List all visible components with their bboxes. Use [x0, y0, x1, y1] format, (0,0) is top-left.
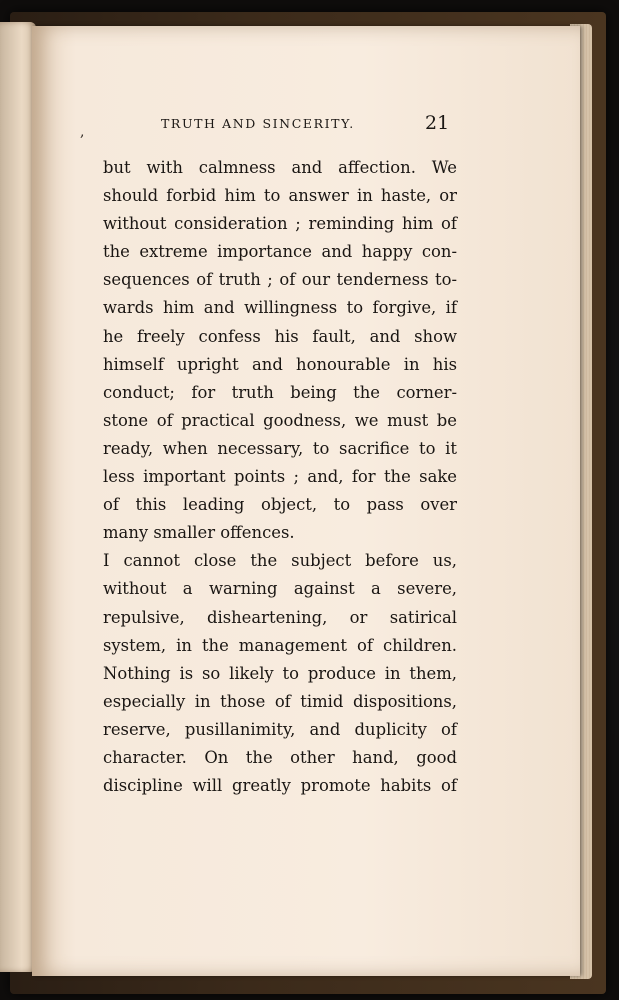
running-title: TRUTH AND SINCERITY. — [161, 116, 355, 131]
text-line: repulsive, disheartening, or satirical — [103, 607, 457, 627]
body-text — [103, 154, 457, 800]
text-line: Nothing is so likely to produce in them, — [103, 663, 457, 683]
text-line: many smaller offences. — [103, 523, 295, 543]
text-line: less important points ; and, for the sake — [103, 467, 457, 487]
text-line: discipline will greatly promote habits of — [103, 776, 457, 796]
text-line: himself upright and honourable in his — [103, 354, 457, 374]
text-line: the extreme importance and happy con- — [103, 242, 457, 262]
text-line: but with calmness and affection. We — [103, 158, 457, 177]
text-line: of this leading object, to pass over — [103, 495, 457, 515]
text-line: should forbid him to answer in haste, or — [103, 186, 457, 206]
text-line: especially in those of timid dispositions, — [103, 691, 457, 711]
text-line: wards him and willingness to forgive, if — [103, 298, 457, 318]
text-line: without consideration ; reminding him of — [103, 214, 457, 234]
text-line: ready, when necessary, to sacrifice to it — [103, 438, 457, 458]
page-number: 21 — [425, 112, 450, 134]
margin-mark: , — [80, 124, 85, 140]
paragraph-start-line: I cannot close the subject before us, — [103, 551, 457, 571]
text-line: system, in the management of children. — [103, 635, 457, 655]
text-line: reserve, pusillanimity, and duplicity of — [103, 719, 457, 739]
text-line: he freely confess his fault, and show — [103, 326, 457, 346]
text-line: character. On the other hand, good — [103, 747, 457, 767]
text-line: conduct; for truth being the corner- — [103, 382, 457, 402]
left-page-edge — [0, 22, 36, 972]
text-line: stone of practical goodness, we must be — [103, 410, 457, 430]
text-line: sequences of truth ; of our tenderness to- — [103, 270, 457, 290]
text-line: without a warning against a severe, — [103, 579, 457, 599]
